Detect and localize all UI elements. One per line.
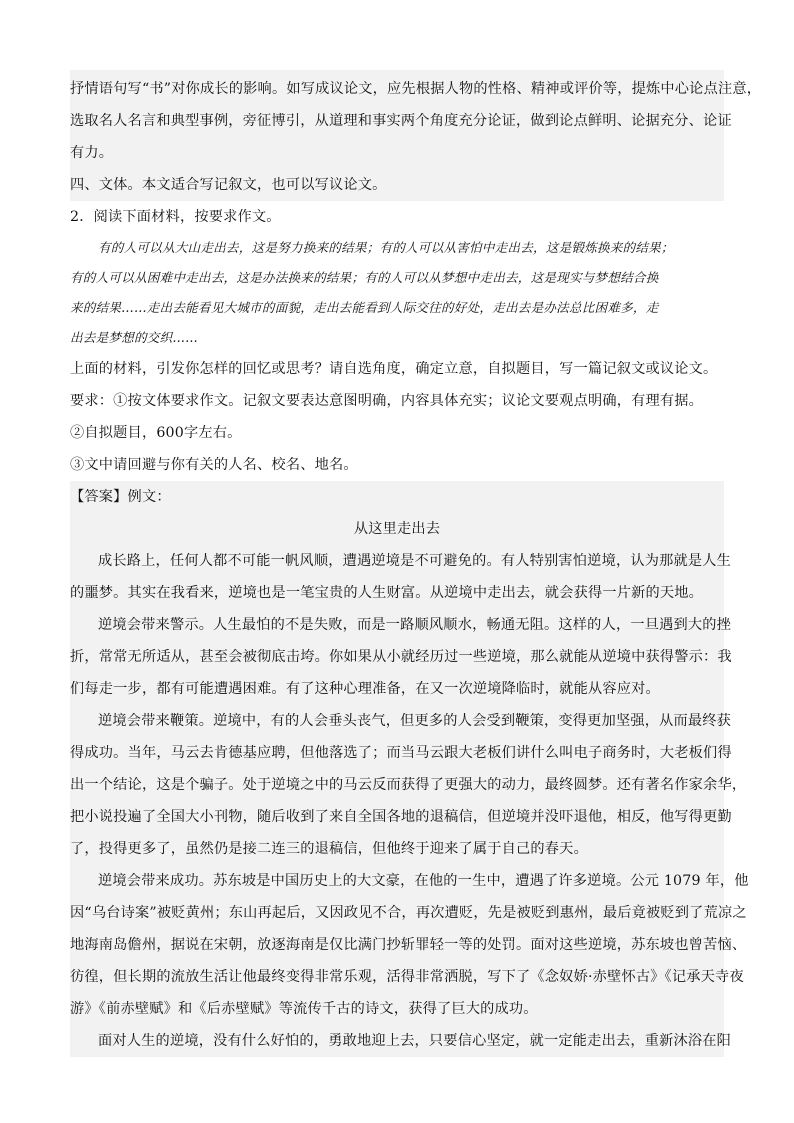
requirement-line: ②自拟题目，600字左右。 xyxy=(70,425,242,441)
essay-body xyxy=(70,545,749,1057)
answer-label: 【答案】例文： xyxy=(70,489,171,505)
answer-block xyxy=(70,481,749,1057)
essay-line: 把小说投遍了全国大小刊物，随后收到了来自全国各地的退稿信，但逆境并没吓退他，相反，他写得更勤 xyxy=(70,809,732,825)
essay-line: 得成功。当年，马云去肯德基应聘，但他落选了；而当马云跟大老板们讲什么叫电子商务时，大老板们得 xyxy=(70,745,732,761)
material-line: 有的人可以从困难中走出去，这是办法换来的结果；有的人可以从梦想中走出去，这是现实与梦想结合换 xyxy=(70,270,659,285)
essay-line: 游》《前赤壁赋》和《后赤壁赋》等流传千古的诗文，获得了巨大的成功。 xyxy=(70,1001,538,1017)
material-line: 有的人可以从大山走出去，这是努力换来的结果；有的人可以从害怕中走出去，这是锻炼换来的结果； xyxy=(98,240,674,255)
intro-block xyxy=(70,70,762,201)
material-text xyxy=(70,233,724,353)
question-block xyxy=(70,201,724,481)
essay-line: 地海南岛儋州，据说在宋朝，放逐海南是仅比满门抄斩罪轻一等的处罚。面对这些逆境，苏东坡也曾苦恼、 xyxy=(70,937,747,953)
essay-line: 折，常常无所适从，甚至会被彻底击垮。你如果从小就经历过一些逆境，那么就能从逆境中获得警示：我 xyxy=(70,649,732,665)
document-page xyxy=(70,70,762,1057)
intro-line: 四、文体。本文适合写记叙文，也可以写议论文。 xyxy=(70,177,387,193)
requirement-line: 要求：①按文体要求作文。记叙文要表达意图明确，内容具体充实；议论文要观点明确，有理有据。 xyxy=(70,393,704,409)
essay-line: 逆境会带来鞭策。逆境中，有的人会垂头丧气，但更多的人会受到鞭策，变得更加坚强，从而最终获 xyxy=(98,713,732,729)
essay-line: 逆境会带来成功。苏东坡是中国历史上的大文豪，在他的一生中，遭遇了许多逆境。公元 1079 年，他 xyxy=(98,873,749,889)
requirement-line: ③文中请回避与你有关的人名、校名、地名。 xyxy=(70,457,358,473)
intro-line: 有力。 xyxy=(70,145,114,161)
material-line: 出去是梦想的交织…… xyxy=(70,330,198,345)
essay-line: 了，投得更多了，虽然仍是接二连三的退稿信，但他终于迎来了属于自己的春天。 xyxy=(70,841,588,857)
question-heading: 2．阅读下面材料，按要求作文。 xyxy=(70,209,281,225)
essay-line: 出一个结论，这是个骗子。处于逆境之中的马云反而获得了更强大的动力，最终圆梦。还有著名作家余华， xyxy=(70,777,747,793)
essay-line: 逆境会带来警示。人生最怕的不是失败，而是一路顺风顺水，畅通无阻。这样的人，一旦遇到大的挫 xyxy=(98,617,732,633)
essay-line: 的噩梦。其实在我看来，逆境也是一笔宝贵的人生财富。从逆境中走出去，就会获得一片新的天地。 xyxy=(70,585,704,601)
essay-line: 成长路上，任何人都不可能一帆风顺，遭遇逆境是不可避免的。有人特别害怕逆境，认为那就是人生 xyxy=(98,553,732,569)
essay-title: 从这里走出去 xyxy=(353,521,441,537)
intro-line: 抒情语句写“书”对你成长的影响。如写成议论文，应先根据人物的性格、精神或评价等，提炼中心论点注意， xyxy=(70,81,762,97)
intro-line: 选取名人名言和典型事例，旁征博引，从道理和事实两个角度充分论证，做到论点鲜明、论据充分、论证 xyxy=(70,113,732,129)
essay-line: 因“乌台诗案”被贬黄州；东山再起后，又因政见不合，再次遭贬，先是被贬到惠州，最后竟被贬到了荒凉之 xyxy=(70,905,747,921)
essay-line: 面对人生的逆境，没有什么好怕的，勇敢地迎上去，只要信心坚定，就一定能走出去，重新沐浴在阳 xyxy=(98,1033,732,1049)
essay-line: 们每走一步，都有可能遭遇困难。有了这种心理准备，在又一次逆境降临时，就能从容应对。 xyxy=(70,681,660,697)
question-prompt: 上面的材料，引发你怎样的回忆或思考？请自选角度，确定立意，自拟题目，写一篇记叙文或议论文。 xyxy=(70,361,718,377)
material-line: 来的结果……走出去能看见大城市的面貌，走出去能看到人际交往的好处，走出去是办法总比困难多，走 xyxy=(70,300,659,315)
essay-line: 彷徨，但长期的流放生活让他最终变得非常乐观，活得非常洒脱，写下了《念奴娇·赤壁怀古》《记承天寺夜 xyxy=(70,969,744,985)
